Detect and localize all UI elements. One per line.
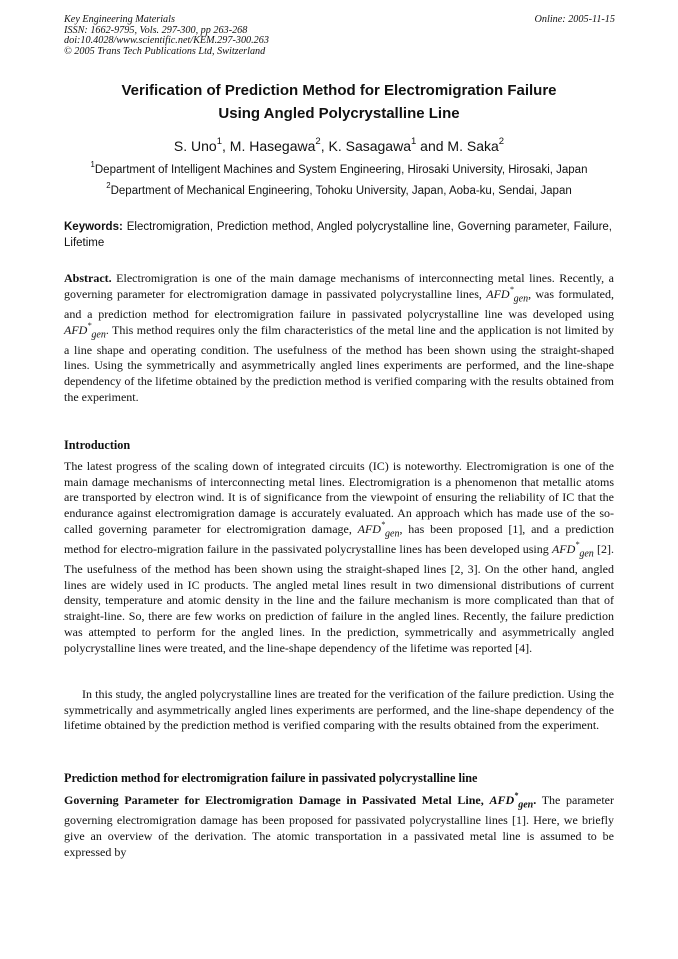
online-date: Online: 2005-11-15 <box>534 14 615 25</box>
afd-symbol <box>489 791 534 811</box>
governing-parameter-paragraph <box>64 793 614 860</box>
introduction-heading: Introduction <box>64 438 131 452</box>
keywords-text: Electromigration, Prediction method, Angled polycrystalline line, Governing parameter, Failure, Lifetime <box>64 221 612 249</box>
affiliation-marker: 1 <box>90 160 95 170</box>
issn-line: ISSN: 1662-9795, Vols. 297-300, pp 263-268 <box>64 24 248 36</box>
title-line-1: Verification of Prediction Method for Electromigration Failure <box>121 82 557 99</box>
subsection-lead-end: . <box>533 793 537 807</box>
prediction-section-heading: Prediction method for electromigration failure in passivated polycrystalline line <box>64 771 478 785</box>
abstract-text: . This method requires only the film characteristics of the metal line and the application is not limited by a line shape and operating condition. The usefulness of the method has been shown using the straight-shaped lines. Using the symmetrically and asymmetrically angled lines experiments are performed, and the line-shape dependency of the lifetime obtained by the prediction method is verified comparing with the results obtained from the experiment. <box>64 322 614 404</box>
afd-base: AFD <box>551 541 576 556</box>
paper-title <box>40 79 638 125</box>
afd-symbol <box>486 284 529 305</box>
affiliation-marker: 2 <box>315 136 321 148</box>
affiliation-1 <box>20 160 658 178</box>
affiliation-text: Department of Mechanical Engineering, Tohoku University, Japan, Aoba-ku, Sendai, Japan <box>110 185 572 197</box>
affiliation-text: Department of Intelligent Machines and System Engineering, Hirosaki University, Hirosaki, Japan <box>94 164 588 176</box>
author-name: , M. Hasegawa <box>222 138 316 154</box>
journal-name: Key Engineering Materials <box>64 14 175 25</box>
paragraph-text: [2]. The usefulness of the method has been shown using the straight-shaped lines [2, 3]. On the other hand, angled lines are widely used in IC products. The angled metal lines result in two dimensional distributions of current density, temperature and atomic density in the line and the failure mechanism is more complicated than that of straight-line. So, there are few works on prediction of failure in the angled lines. Recently, the failure prediction was attempted to perform for the angled lines. In the prediction, symmetrically and asymmetrically angled polycrystalline lines were treated, and the line-shape dependency of the lifetime was reported [4]. <box>64 541 614 655</box>
afd-sub: gen <box>91 328 106 340</box>
afd-star: * <box>509 284 514 294</box>
introduction-paragraph-1 <box>64 459 614 656</box>
afd-symbol <box>357 520 400 540</box>
afd-star: * <box>575 540 580 550</box>
afd-sub: gen <box>513 293 529 305</box>
abstract-text: Electromigration is one of the main damage mechanisms of interconnecting metal lines. Recently, a governing parameter for electromigration damage in passivated polycrystalline lines, <box>64 271 614 301</box>
afd-base: AFD <box>357 521 381 536</box>
affiliation-marker: 2 <box>498 136 505 148</box>
afd-base: AFD <box>64 322 88 337</box>
afd-sub: gen <box>385 528 400 540</box>
afd-base: AFD <box>486 286 510 301</box>
author-name: , K. Sasagawa <box>320 138 411 154</box>
title-line-2: Using Angled Polycrystalline Line <box>218 105 460 122</box>
afd-base: AFD <box>489 793 515 807</box>
abstract <box>64 271 614 405</box>
afd-star: * <box>87 320 92 330</box>
afd-sub: gen <box>579 548 594 560</box>
subsection-lead-text: Governing Parameter for Electromigration Damage in Passivated Metal Line, <box>64 793 490 807</box>
paragraph-text: , has been proposed [1], and a prediction method for electro-migration failure in the passivated polycrystalline lines has been developed using <box>64 521 614 556</box>
abstract-label: Abstract. <box>64 271 112 285</box>
keywords <box>64 220 612 251</box>
copyright-line: © 2005 Trans Tech Publications Ltd, Switzerland <box>64 45 266 57</box>
affiliation-2 <box>20 181 658 199</box>
author-name: and M. Saka <box>416 138 499 154</box>
affiliation-marker: 1 <box>216 136 223 148</box>
journal-header <box>64 15 269 57</box>
doi-line: doi:10.4028/www.scientific.net/KEM.297-300.263 <box>64 35 269 47</box>
affiliation-marker: 2 <box>106 181 111 191</box>
afd-sub: gen <box>518 799 534 811</box>
paragraph-text: The latest progress of the scaling down of integrated circuits (IC) is noteworthy. Electromigration is one of the main damage mechanisms of interconnecting metal lines. Electromigration is a phenomenon that metallic atoms are transported by electron wind. It is of significance from the viewpoint of ensuring the reliability of IC that the endurance against electromigration damage is accurately evaluated. An approach which has made use of the so-called governing parameter for electromigration damage, <box>64 459 614 536</box>
keywords-label: Keywords: <box>64 221 123 233</box>
afd-symbol <box>64 320 106 340</box>
paragraph-text: The parameter governing electromigration damage has been proposed for passivated polycrystalline lines [1]. Here, we briefly give an overview of the derivation. The atomic transportation in a passivated metal line is assumed to be expressed by <box>64 793 614 859</box>
author-list <box>40 137 638 155</box>
afd-symbol <box>551 540 594 560</box>
afd-star: * <box>380 520 386 529</box>
abstract-text: , was formulated, and a prediction method for electromigration failure in passivated polycrystalline line was developed using <box>64 286 615 321</box>
affiliation-marker: 1 <box>410 136 417 148</box>
introduction-paragraph-2: In this study, the angled polycrystalline lines are treated for the verification of the failure prediction. Using the symmetrically and asymmetrically angled lines experiments are performed, and the line-shape dependency of the lifetime obtained by the prediction method is verified comparing with the results obtained from the experiment. <box>64 687 614 733</box>
subsection-lead <box>64 791 537 811</box>
afd-star: * <box>514 791 519 801</box>
author-name: S. Uno <box>173 138 217 154</box>
